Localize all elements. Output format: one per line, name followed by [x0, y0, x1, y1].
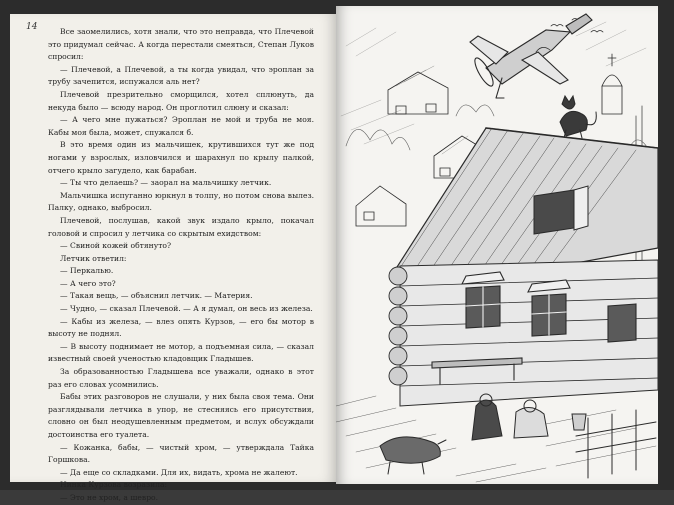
paragraph: — Да еще со складками. Для их, видать, хрома не жалеют.: [60, 467, 298, 477]
paragraph: — Перкалью.: [60, 266, 114, 276]
paragraph: — А чего это?: [60, 278, 116, 288]
paragraph: — Такая вещь, — объяснил летчик. — Материя.: [60, 291, 253, 301]
paragraph: — Ты что делаешь? — заорал на мальчишку летчик.: [60, 178, 272, 188]
paragraph: — Это не хром, а шевро.: [60, 492, 159, 502]
paragraph: В это время один из мальчишек, крутившихся тут же под ногами у взрослых, изловчился и шарахнул по крылу палкой, отчего крыло загудело, как барабан.: [48, 140, 314, 175]
page-number: 14: [26, 22, 38, 32]
paragraph: Мальчишка испуганно юркнул в толпу, но потом снова вылез. Палку, однако, выбросил.: [48, 190, 314, 213]
paragraph: — Свиной кожей обтянуто?: [60, 241, 172, 251]
cat-sketch: [560, 96, 596, 138]
paragraph: Летчик ответил:: [60, 253, 127, 263]
paragraph: Плечевой презрительно сморщился, хотел сплюнуть, да некуда было — всюду народ. Он проглотил слюну и сказал:: [48, 89, 314, 112]
paragraph: Плечевой, послушав, какой звук издало крыло, покачал головой и спросил у летчика со скрытым ехидством:: [48, 215, 314, 238]
village-illustration: [336, 6, 658, 484]
page-text: [48, 26, 314, 505]
pig-sketch: [380, 437, 446, 474]
airplane-sketch: [470, 14, 592, 98]
paragraph: Нинка Курзова возразила:: [60, 480, 168, 490]
right-page: [336, 6, 658, 484]
church-sketch: [602, 54, 622, 114]
fence-sketch: [572, 410, 656, 478]
main-house-roof: [390, 128, 658, 278]
paragraph: Бабы этих разговоров не слушали, у них была своя тема. Они разглядывали летчика в упор, не стесняясь его присутствия, словно он был неодушевленным предметом, и вслух обсуждали достоинства его туалета.: [48, 392, 314, 439]
figures-sketch: [472, 394, 548, 440]
paragraph: — Чудно, — сказал Плечевой. — А я думал, он весь из железа.: [60, 304, 313, 314]
paragraph: — Кожанка, бабы, — чистый хром, — утверждала Тайка Горшкова.: [48, 442, 314, 465]
paragraph: — В высоту поднимает не мотор, а подъемная сила, — сказал известный своей ученостью кладовщик Гладышев.: [48, 341, 314, 364]
paragraph: — А чего мне пужаться? Эроплан не мой и труба не моя. Кабы моя была, может, спужался б.: [48, 115, 314, 137]
paragraph: — Плечевой, а Плечевой, а ты когда увидал, что эроплан за трубу зачепится, испужался аль нет?: [48, 64, 314, 87]
paragraph: — Кабы из железа, — влез опять Курзов, — его бы мотор в высоту не поднял.: [48, 316, 314, 339]
paragraph: За образованностью Гладышева все уважали, однако в этот раз его словах усомнились.: [48, 367, 314, 389]
paragraph: Все заомелились, хотя знали, что это неправда, что Плечевой это придумал сейчас. А когда перестали смеяться, Степан Луков спросил:: [48, 27, 314, 62]
